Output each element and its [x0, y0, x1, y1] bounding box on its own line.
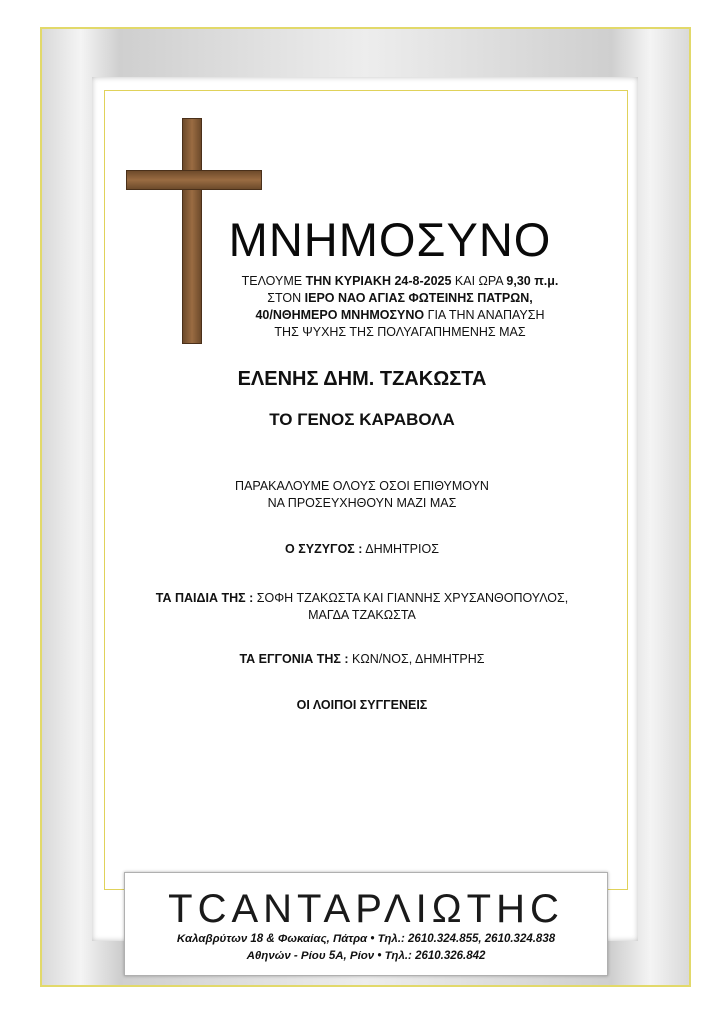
notice-intro	[215, 273, 585, 341]
prayer-request-line-2: ΝΑ ΠΡΟΣΕΥΧΗΘΟΥΝ ΜΑΖΙ ΜΑΣ	[267, 496, 457, 510]
spouse-line	[0, 541, 724, 558]
deceased-name: ΕΛΕΝΗΣ ΔΗΜ. ΤΖΑΚΩΣΤΑ	[237, 368, 487, 390]
grandchildren-names: ΚΩΝ/ΝΟΣ, ΔΗΜΗΤΡΗΣ	[348, 652, 485, 666]
children-label: ΤΑ ΠΑΙΔΙΑ ΤΗΣ :	[155, 591, 254, 605]
intro-segment: ΣΤΟΝ	[267, 291, 305, 305]
relatives-line: ΟΙ ΛΟΙΠΟΙ ΣΥΓΓΕΝΕΙΣ	[296, 698, 428, 712]
address-line-2: Αθηνών - Ρίου 5Α, Ρίον • Τηλ.: 2610.326.842	[246, 950, 486, 962]
intro-segment: ΤΕΛΟΥΜΕ	[241, 274, 306, 288]
intro-segment: 9,30 π.μ.	[506, 274, 559, 288]
intro-segment: ΚΑΙ ΩΡΑ	[451, 274, 507, 288]
spouse-label: Ο ΣΥΖΥΓΟΣ :	[285, 542, 363, 556]
funeral-home-logo: ΤCΑΝΤΑΡΛΙΩΤΗC	[168, 887, 564, 931]
children-names-2: ΜΑΓΔΑ ΤΖΑΚΩΣΤΑ	[308, 608, 416, 622]
maiden-name: ΤΟ ΓΕΝΟΣ ΚΑΡΑΒΟΛΑ	[269, 410, 455, 429]
address-line-1: Καλαβρύτων 18 & Φωκαίας, Πάτρα • Τηλ.: 2610.324.855, 2610.324.838	[176, 933, 556, 945]
grandchildren-label: ΤΑ ΕΓΓΟΝΙΑ ΤΗΣ :	[239, 652, 349, 666]
cross-icon	[182, 118, 202, 344]
prayer-request-line-1: ΠΑΡΑΚΑΛΟΥΜΕ ΟΛΟΥΣ ΟΣΟΙ ΕΠΙΘΥΜΟΥΝ	[235, 479, 489, 493]
intro-segment: ΓΙΑ ΤΗΝ ΑΝΑΠΑΥΣΗ	[424, 308, 545, 322]
intro-segment: ΙΕΡΟ ΝΑΟ ΑΓΙΑΣ ΦΩΤΕΙΝΗΣ ΠΑΤΡΩΝ,	[304, 291, 533, 305]
intro-segment: 40/ΝΘΗΜΕΡΟ ΜΝΗΜΟΣΥΝΟ	[255, 308, 425, 322]
intro-segment: ΤΗΣ ΨΥΧΗΣ ΤΗΣ ΠΟΛΥΑΓΑΠΗΜΕΝΗΣ ΜΑΣ	[274, 325, 526, 339]
intro-segment: ΤΗΝ ΚΥΡΙΑΚΗ 24-8-2025	[305, 274, 452, 288]
funeral-home-footer	[124, 872, 608, 976]
spouse-name: ΔΗΜΗΤΡΙΟΣ	[362, 542, 439, 556]
grandchildren-line	[0, 651, 724, 668]
children-names: ΣΟΦΗ ΤΖΑΚΩΣΤΑ ΚΑΙ ΓΙΑΝΝΗΣ ΧΡΥΣΑΝΘΟΠΟΥΛΟΣ,	[253, 591, 569, 605]
children-line	[0, 590, 724, 624]
prayer-request	[0, 478, 724, 512]
cross-icon-bar	[126, 170, 262, 190]
notice-title: ΜΝΗΜΟΣΥΝΟ	[228, 213, 552, 266]
